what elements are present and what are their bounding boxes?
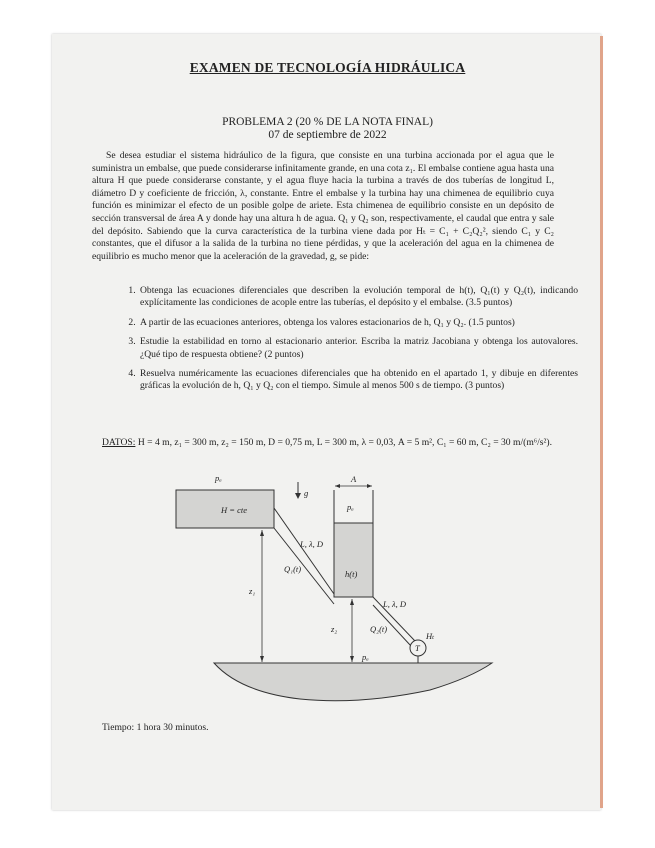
problem-statement: Se desea estudiar el sistema hidráulico de la figura, que consiste en una turbina accionada por el agua que le suministra un embalse, que puede considerarse infinitamente grande, en una cota z₁. El embalse contiene agua hasta una altura H que puede considerarse constante, y el agua fluye hacia la turbina a través de dos tuberías de longitud L, diámetro D y coeficiente de fricción, λ, constante. Entre el embalse y la turbina hay una chimenea de equilibrio cuya función es minimizar el efecto de un posible golpe de ariete. Esta chimenea de equilibrio consiste en un depósito de sección transversal de área A y donde hay una altura h de agua. Q₁ y Q₂ son, respectivamente, el caudal que entra y sale del depósito. Sabiendo que la curva característica de la turbina viene dada por Hₜ = C₁ + C₂Q₂², siendo C₁ y C₂ constantes, que el difusor a la salida de la turbina no tiene pérdidas, y que la aceleración del agua en la chimenea de equilibrio es mucho menor que la aceleración de la gravedad, g, se pide: bbox=[92, 150, 554, 262]
pipe-1-params: L, λ, D bbox=[300, 539, 324, 549]
surge-tank-water bbox=[334, 523, 373, 597]
turbine-head-label: Hₜ bbox=[426, 631, 435, 641]
gravity-arrow-icon bbox=[295, 493, 301, 499]
pa-top-label: pₐ bbox=[215, 473, 222, 483]
pipe-2-params: L, λ, D bbox=[383, 599, 407, 609]
exam-date: 07 de septiembre de 2022 bbox=[268, 129, 387, 141]
gravity-label: g bbox=[304, 488, 309, 498]
lower-reservoir bbox=[214, 663, 492, 701]
pipe-2-flow: Q₂(t) bbox=[370, 624, 388, 634]
question-3: 3. Estudie la estabilidad en torno al estacionario anterior. Escriba la matriz Jacobiana y obtenga los autovalores. ¿Qué tipo de respuesta obtiene? (2 puntos) bbox=[138, 336, 578, 361]
z2-label: z₂ bbox=[331, 624, 338, 634]
pipe-1-upper bbox=[274, 508, 334, 594]
exam-duration: Tiempo: 1 hora 30 minutos. bbox=[102, 722, 209, 733]
area-label: A bbox=[351, 474, 357, 484]
turbine-label: T bbox=[415, 643, 420, 653]
pa-tank-label: pₐ bbox=[347, 502, 354, 512]
problem-heading: PROBLEMA 2 (20 % DE LA NOTA FINAL) bbox=[222, 116, 433, 128]
pa-bottom-label: pₐ bbox=[362, 652, 369, 662]
question-4: 4. Resuelva numéricamente las ecuaciones diferenciales que ha obtenido en el apartado 1, y dibuje en diferentes gráficas la evolución de h, Q₁ y Q₂ con el tiempo. Simule al menos 500 s de tiempo. (3 puntos) bbox=[138, 368, 578, 393]
tank-level-label: h(t) bbox=[345, 569, 358, 579]
question-2: 2. A partir de las ecuaciones anteriores, obtenga los valores estacionarios de h, Q₁ y Q₂. (1.5 puntos) bbox=[138, 317, 578, 329]
z1-label: z₁ bbox=[249, 586, 256, 596]
data-values: H = 4 m, z₁ = 300 m, z₂ = 150 m, D = 0,75 m, L = 300 m, λ = 0,03, A = 5 m², C₁ = 60 m, C₂ = 30 m/(m⁶/s²). bbox=[135, 437, 552, 448]
data-label: DATOS: bbox=[102, 437, 136, 448]
question-1: 1. Obtenga las ecuaciones diferenciales que describen la evolución temporal de h(t), Q₁(t) y Q₂(t), indicando explícitamente las condiciones de acople entre las tuberías, el depósito y el embalse. (3.5 puntos) bbox=[138, 285, 578, 310]
exam-title: EXAMEN DE TECNOLOGÍA HIDRÁULICA bbox=[189, 60, 466, 75]
pipe-1-flow: Q₁(t) bbox=[284, 564, 302, 574]
reservoir-label: H = cte bbox=[221, 505, 248, 515]
